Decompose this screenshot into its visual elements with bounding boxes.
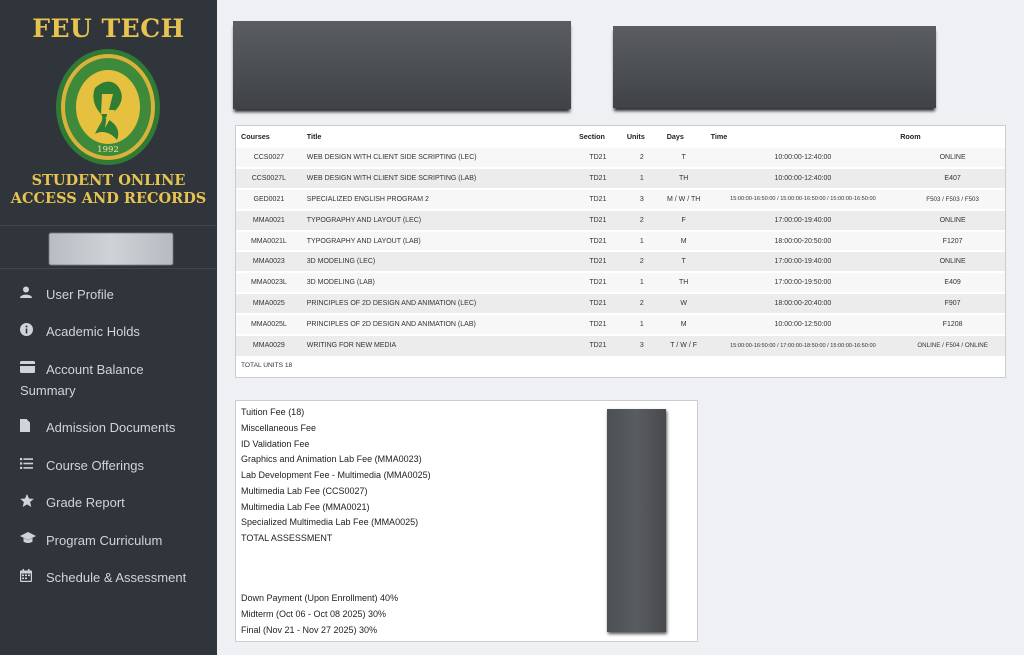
course-units: 2 (622, 251, 662, 272)
course-code: MMA0029 (236, 335, 302, 356)
course-days: W (662, 293, 706, 314)
fee-item: Lab Development Fee - Multimedia (MMA0025) (241, 470, 431, 480)
course-section: TD21 (574, 147, 622, 168)
payment-item: Down Payment (Upon Enrollment) 40% (241, 593, 399, 603)
course-code: GED0021 (236, 189, 302, 210)
nav-label: Program Curriculum (46, 533, 163, 548)
course-units: 1 (622, 168, 662, 189)
course-days: T (662, 251, 706, 272)
course-room: ONLINE (900, 147, 1005, 168)
fee-item: Multimedia Lab Fee (MMA0021) (241, 502, 370, 512)
nav-program-curriculum[interactable] (20, 530, 210, 551)
course-time: 10:00:00-12:50:00 (706, 314, 901, 335)
course-room: F503 / F503 / F503 (900, 189, 1005, 210)
course-section: TD21 (574, 189, 622, 210)
divider (0, 225, 217, 226)
divider (0, 268, 217, 269)
table-row (236, 147, 1005, 168)
course-code: MMA0021L (236, 231, 302, 252)
course-time: 17:00:00-19:40:00 (706, 251, 901, 272)
table-row (236, 335, 1005, 356)
course-title: PRINCIPLES OF 2D DESIGN AND ANIMATION (LEC) (302, 293, 574, 314)
course-section: TD21 (574, 168, 622, 189)
course-section: TD21 (574, 335, 622, 356)
header-days: Days (666, 131, 684, 141)
course-section: TD21 (574, 314, 622, 335)
table-row (236, 231, 1005, 252)
table-row (236, 189, 1005, 210)
course-units: 2 (622, 210, 662, 231)
course-code: MMA0023L (236, 272, 302, 293)
total-assessment: TOTAL ASSESSMENT (241, 533, 333, 543)
course-units: 1 (622, 231, 662, 252)
payment-item: Final (Nov 21 - Nov 27 2025) 30% (241, 625, 378, 635)
nav-label: Schedule & Assessment (46, 570, 187, 585)
fee-item: Miscellaneous Fee (241, 423, 317, 433)
course-title: WRITING FOR NEW MEDIA (302, 335, 574, 356)
nav-label: Account Balance Summary (20, 362, 144, 398)
course-days: T / W / F (662, 335, 706, 356)
table-row (236, 293, 1005, 314)
course-title: 3D MODELING (LAB) (302, 272, 574, 293)
redacted-program-info (613, 26, 936, 108)
course-title: TYPOGRAPHY AND LAYOUT (LEC) (302, 210, 574, 231)
course-room: E407 (900, 168, 1005, 189)
course-title: PRINCIPLES OF 2D DESIGN AND ANIMATION (LAB) (302, 314, 574, 335)
sidebar (0, 0, 217, 655)
course-title: 3D MODELING (LEC) (302, 251, 574, 272)
nav-label: Admission Documents (46, 420, 176, 435)
course-room: E409 (900, 272, 1005, 293)
fee-item: Tuition Fee (18) (241, 407, 305, 417)
course-days: TH (662, 168, 706, 189)
course-section: TD21 (574, 272, 622, 293)
star-icon (20, 492, 46, 508)
portal-title-line2: ACCESS AND RECORDS (10, 190, 207, 207)
course-title: WEB DESIGN WITH CLIENT SIDE SCRIPTING (LEC) (302, 147, 574, 168)
course-room: F1207 (900, 231, 1005, 252)
table-row (236, 251, 1005, 272)
nav-account-balance-summary[interactable] (20, 359, 190, 401)
course-title: SPECIALIZED ENGLISH PROGRAM 2 (302, 189, 574, 210)
file-icon (20, 417, 46, 433)
university-seal-logo (55, 48, 161, 166)
course-units: 2 (622, 293, 662, 314)
course-code: CCS0027L (236, 168, 302, 189)
assessment-panel (235, 400, 698, 642)
course-title: TYPOGRAPHY AND LAYOUT (LAB) (302, 231, 574, 252)
course-days: M (662, 231, 706, 252)
course-section: TD21 (574, 293, 622, 314)
course-time: 15:00:00-16:50:00 / 15:00:00-16:50:00 / 15:00:00-16:50:00 (706, 189, 901, 210)
redacted-student-info (233, 21, 571, 109)
course-days: TH (662, 272, 706, 293)
course-room: ONLINE (900, 210, 1005, 231)
course-code: MMA0023 (236, 251, 302, 272)
course-time: 10:00:00-12:40:00 (706, 168, 901, 189)
table-header-row (236, 126, 1005, 147)
course-room: F1208 (900, 314, 1005, 335)
nav-academic-holds[interactable] (20, 321, 210, 342)
nav-label: Grade Report (46, 495, 125, 510)
info-icon (20, 321, 46, 337)
list-icon (20, 455, 46, 471)
fee-item: Multimedia Lab Fee (CCS0027) (241, 486, 368, 496)
schedule-table-panel (235, 125, 1006, 378)
graduation-cap-icon (20, 530, 46, 546)
course-code: MMA0025L (236, 314, 302, 335)
redacted-fee-amounts (607, 409, 666, 632)
portal-title-line1: STUDENT ONLINE (31, 172, 186, 189)
nav-label: Course Offerings (46, 458, 145, 473)
header-section: Section (578, 131, 605, 141)
header-units: Units (626, 131, 645, 141)
nav-schedule-assessment[interactable] (20, 567, 210, 588)
course-room: ONLINE (900, 251, 1005, 272)
course-units: 3 (622, 335, 662, 356)
nav-user-profile[interactable] (20, 284, 210, 305)
course-days: F (662, 210, 706, 231)
course-room: ONLINE / F504 / ONLINE (900, 335, 1005, 356)
table-row (236, 272, 1005, 293)
nav-course-offerings[interactable] (20, 455, 210, 476)
course-days: T (662, 147, 706, 168)
course-code: MMA0025 (236, 293, 302, 314)
course-units: 1 (622, 314, 662, 335)
course-section: TD21 (574, 231, 622, 252)
nav-admission-documents[interactable] (20, 417, 210, 438)
calendar-icon (20, 567, 46, 583)
nav-label: User Profile (46, 287, 114, 302)
course-units: 1 (622, 272, 662, 293)
fee-item: Specialized Multimedia Lab Fee (MMA0025) (241, 517, 419, 527)
seal-year: 1992 (97, 145, 119, 155)
header-title: Title (306, 131, 322, 141)
course-time: 18:00:00-20:40:00 (706, 293, 901, 314)
nav-label: Academic Holds (46, 324, 140, 339)
nav-grade-report[interactable] (20, 492, 210, 513)
header-courses: Courses (241, 131, 270, 141)
brand-title: FEU TECH (32, 14, 185, 43)
portal-title (0, 172, 217, 208)
user-icon (20, 284, 46, 300)
course-units: 2 (622, 147, 662, 168)
course-time: 18:00:00-20:50:00 (706, 231, 901, 252)
course-section: TD21 (574, 251, 622, 272)
course-time: 17:00:00-19:40:00 (706, 210, 901, 231)
header-time: Time (710, 131, 728, 141)
course-room: F907 (900, 293, 1005, 314)
course-time: 10:00:00-12:40:00 (706, 147, 901, 168)
header-room: Room (900, 131, 921, 141)
total-units: TOTAL UNITS 18 (241, 362, 293, 369)
redacted-user-name (49, 233, 173, 265)
table-row (236, 168, 1005, 189)
payment-item: Midterm (Oct 06 - Oct 08 2025) 30% (241, 609, 387, 619)
course-time: 17:00:00-19:50:00 (706, 272, 901, 293)
course-code: CCS0027 (236, 147, 302, 168)
course-time: 15:00:00-16:50:00 / 17:00:00-18:50:00 / 15:00:00-16:50:00 (706, 335, 901, 356)
course-code: MMA0021 (236, 210, 302, 231)
course-title: WEB DESIGN WITH CLIENT SIDE SCRIPTING (LAB) (302, 168, 574, 189)
table-row (236, 314, 1005, 335)
table-row (236, 210, 1005, 231)
fee-item: ID Validation Fee (241, 439, 310, 449)
course-days: M / W / TH (662, 189, 706, 210)
schedule-table (236, 126, 1005, 356)
course-section: TD21 (574, 210, 622, 231)
course-units: 3 (622, 189, 662, 210)
fee-item: Graphics and Animation Lab Fee (MMA0023) (241, 454, 422, 464)
course-days: M (662, 314, 706, 335)
